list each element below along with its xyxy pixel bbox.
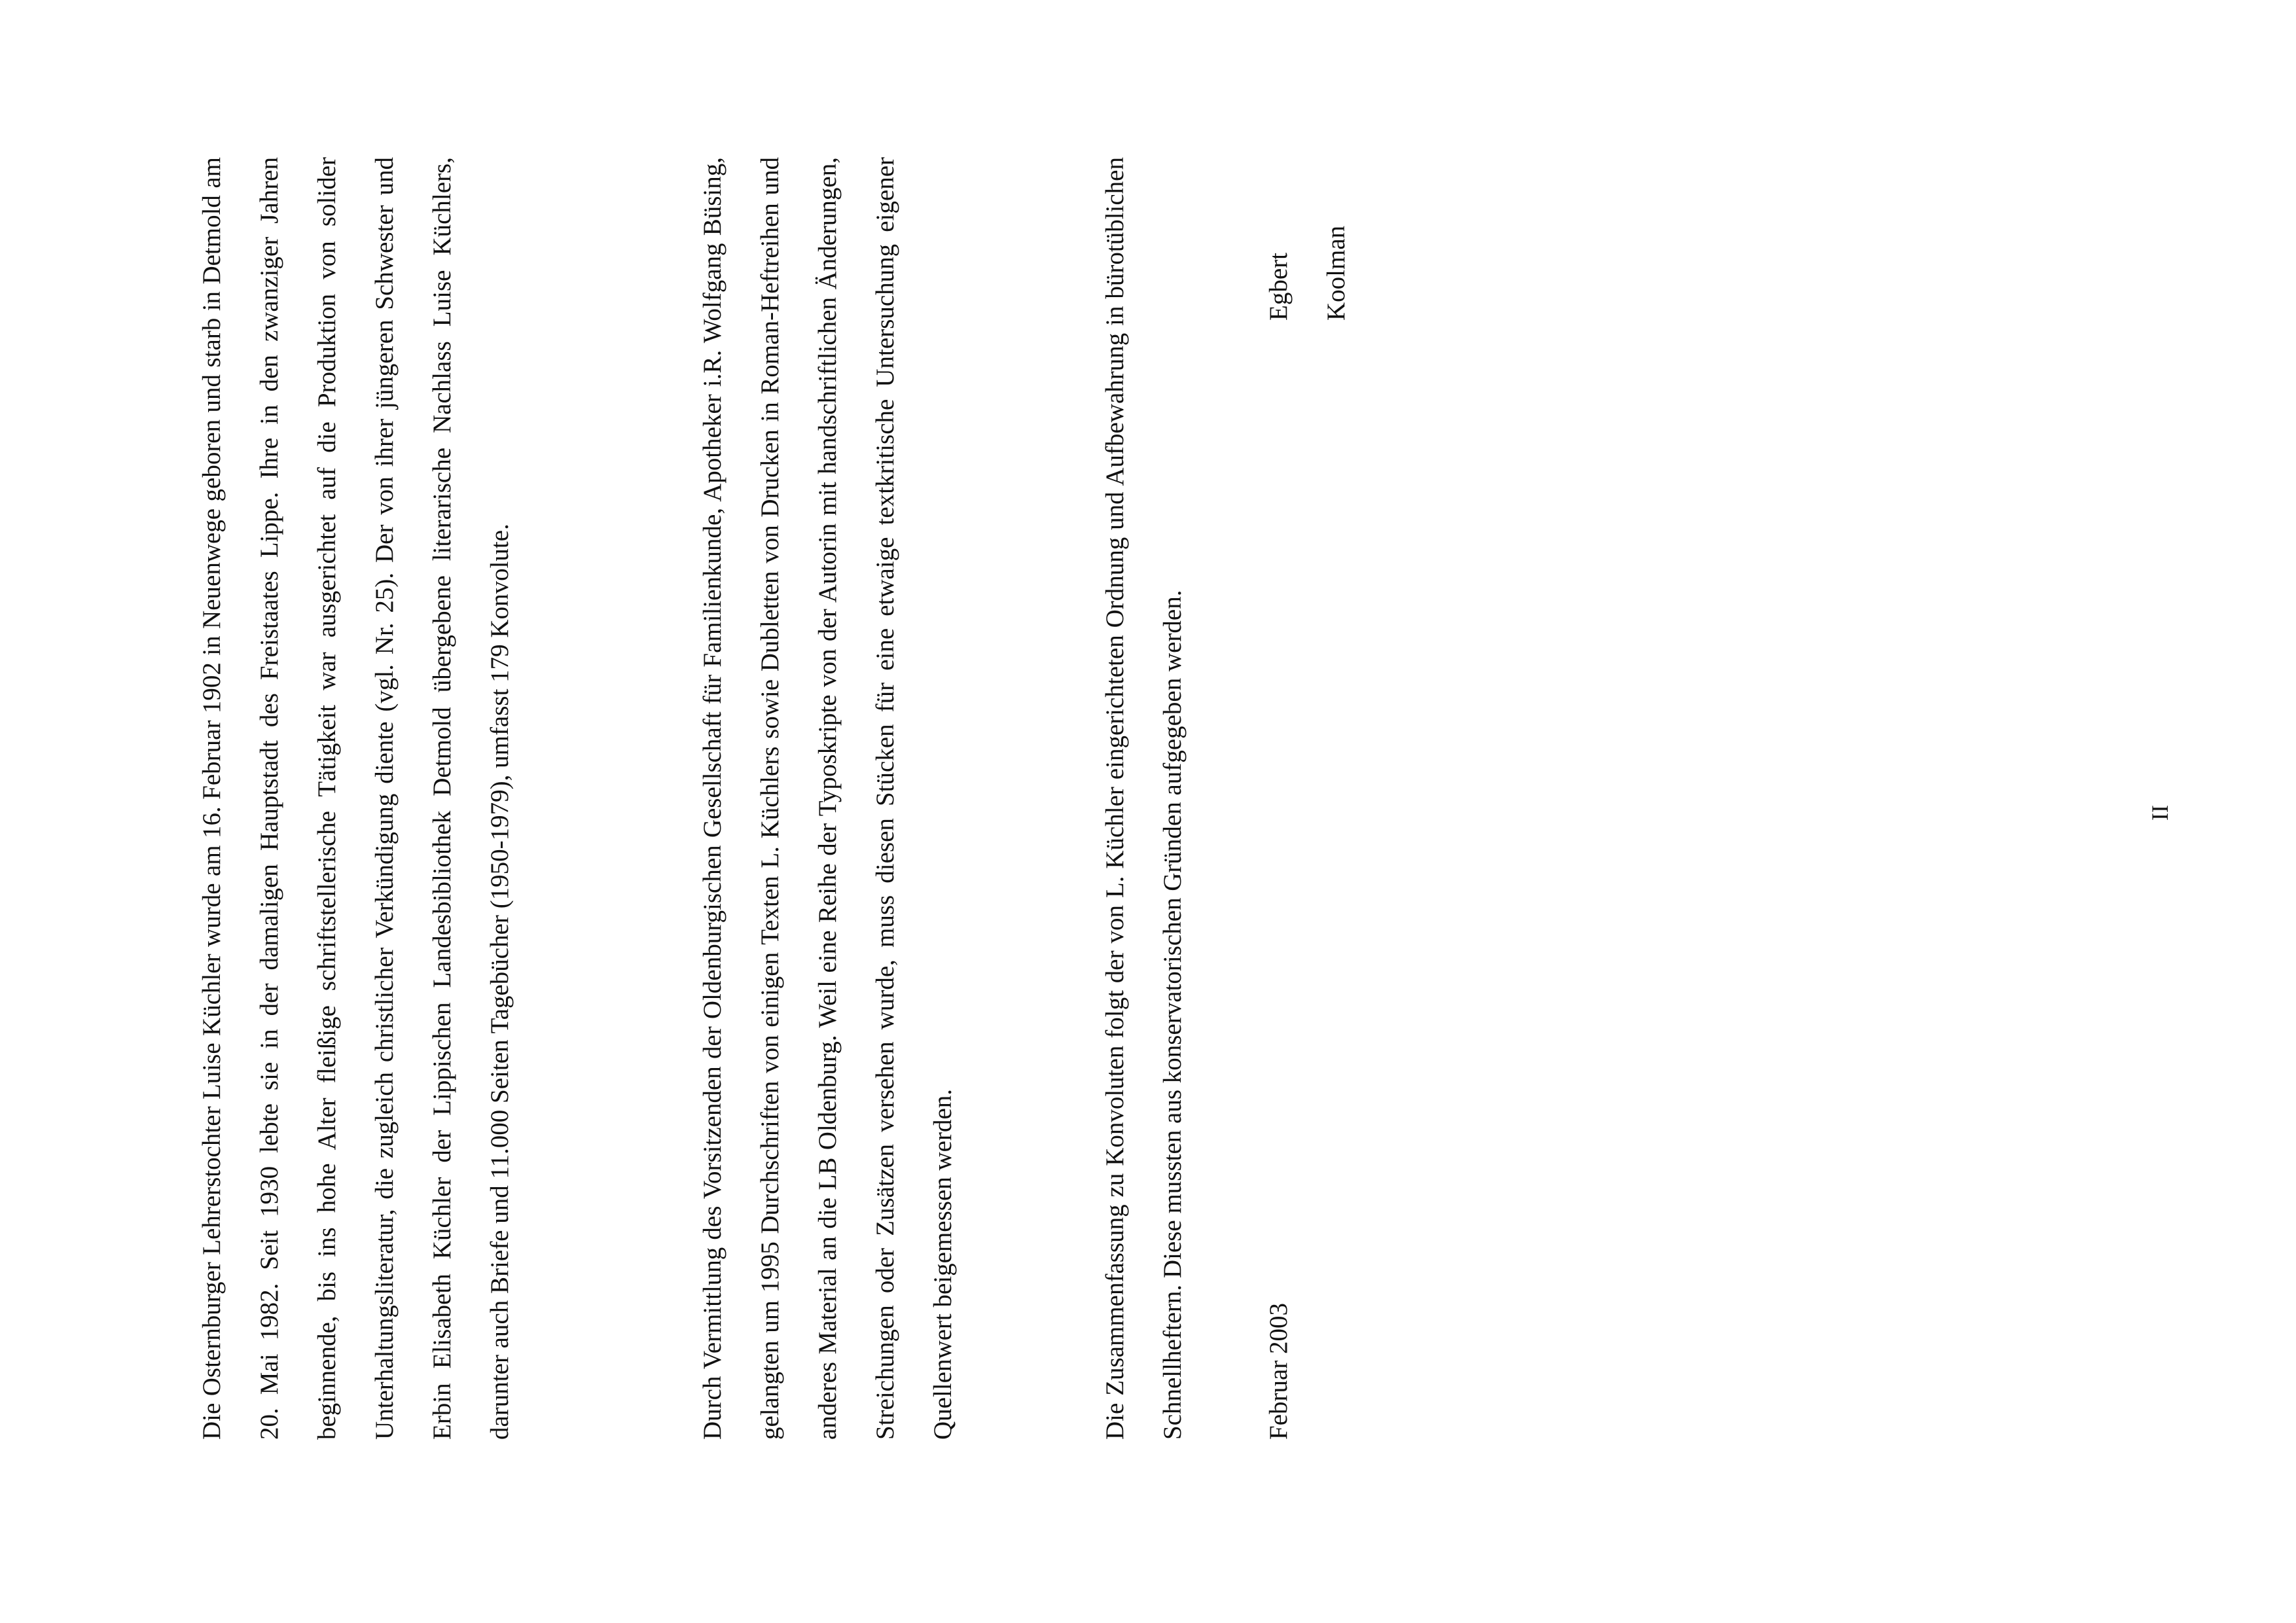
- rotated-text-block: [183, 157, 1623, 1440]
- signature-date: Februar 2003: [1265, 1302, 1293, 1440]
- page-number: II: [2147, 805, 2173, 821]
- paragraph-provenance: Durch Vermittlung des Vorsitzenden der Oldenburgischen Gesellschaft für Familienkunde, Apotheker i.R. Wolfgang Büsing, gelangten um 1995 Durchschriften von einigen Texten L. Küchlers sowie Dubletten von Drucken in Roman-Heftreihen und anderes Material an die LB Oldenburg. Weil eine Reihe der Typoskripte von der Autorin mit handschriftlichen Änderungen, Streichungen oder Zusätzen versehen wurde, muss diesen Stücken für eine etwaige textkritische Untersuchung eigener Quellenwert beigemessen werden.: [698, 157, 957, 1440]
- paragraph-arrangement: Die Zusammenfassung zu Konvoluten folgt der von L. Küchler eingerichteten Ordnung und Aufbewahrung in bürotüblichen Schnellheftern. Diese mussten aus konservatorischen Gründen aufgegeben werden.: [1101, 157, 1187, 1440]
- signature-author: Egbert Koolman: [1265, 225, 1350, 321]
- paragraph-biography: Die Osternburger Lehrerstochter Luise Küchler wurde am 16. Februar 1902 in Neuenwege geboren und starb in Detmold am 20. Mai 1982. Seit 1930 lebte sie in der damaligen Hauptstadt des Freistaates Lippe. Ihre in den zwanziger Jahren beginnende, bis ins hohe Alter fleißige schriftstellerische Tätigkeit war ausgerichtet auf die Produktion von solider Unterhaltungsliteratur, die zugleich christlicher Verkündigung diente (vgl. Nr. 25). Der von ihrer jüngeren Schwester und Erbin Elisabeth Küchler der Lippischen Landesbibliothek Detmold übergebene literarische Nachlass Luise Küchlers, darunter auch Briefe und 11.000 Seiten Tagebücher (1950-1979), umfasst 179 Konvolute.: [198, 157, 514, 1440]
